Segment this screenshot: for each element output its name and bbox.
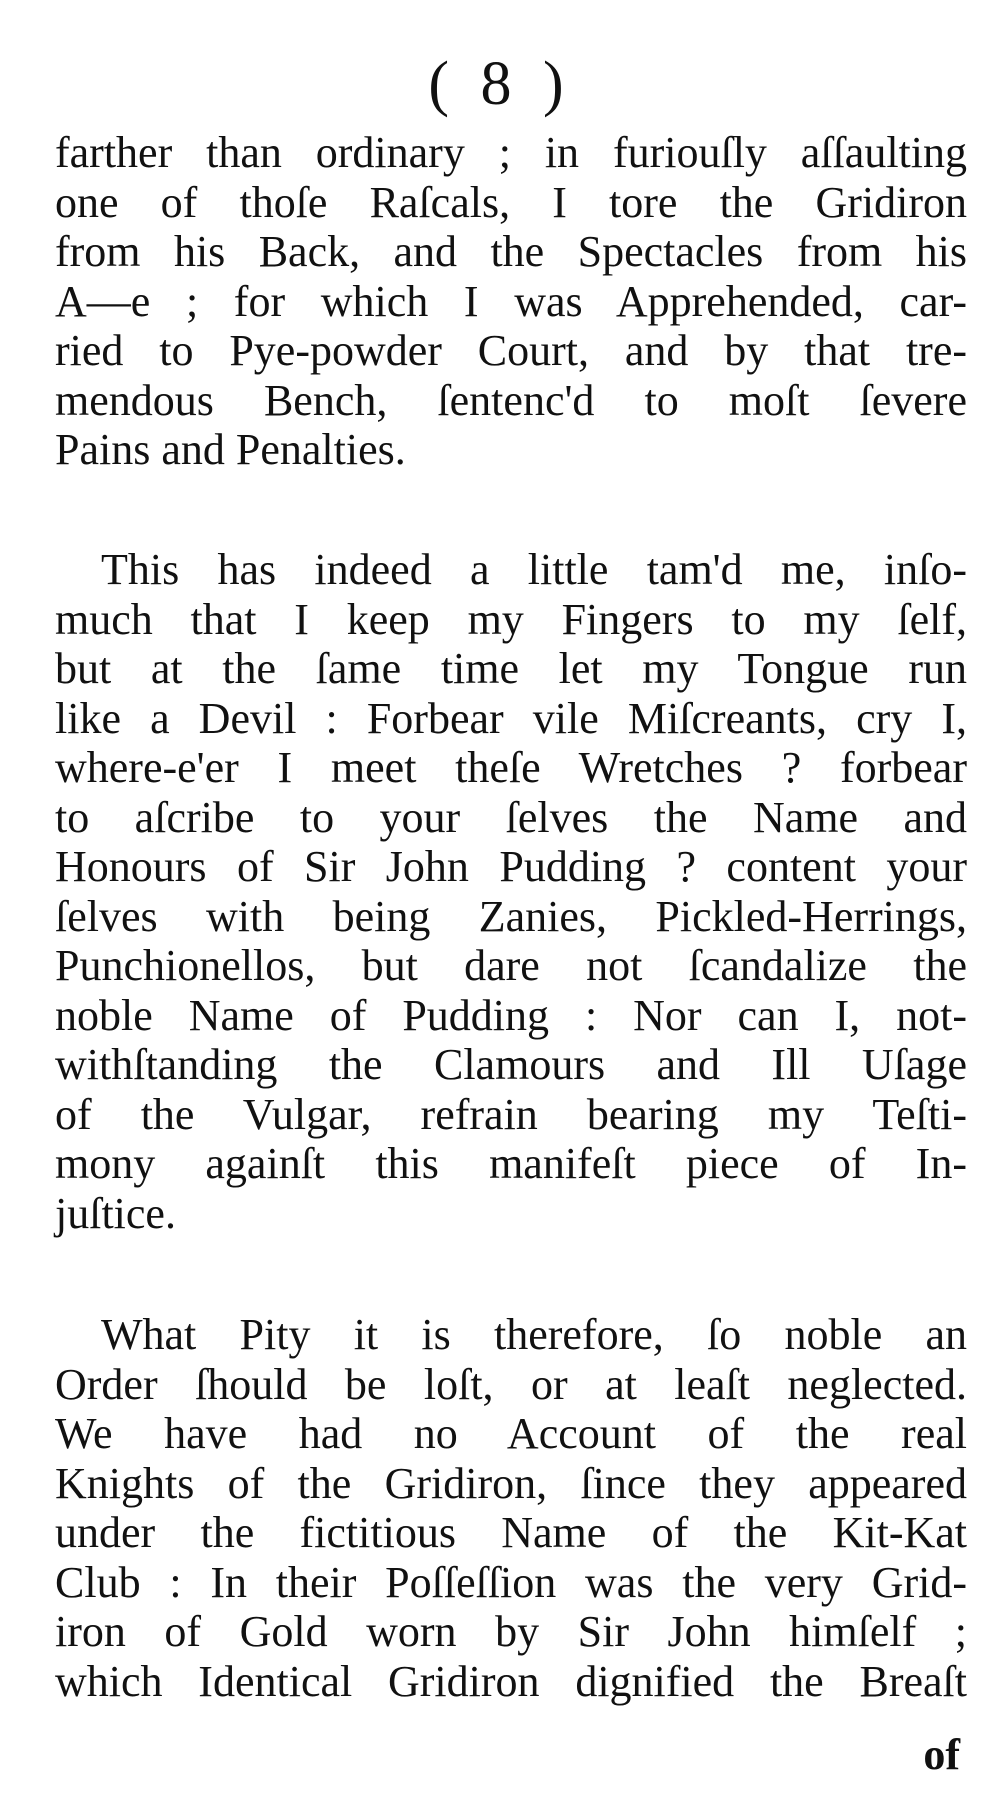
text-line: ried to Pye-powder Court, and by that tre- [55, 326, 967, 375]
text-line: A—e ; for which I was Apprehended, car- [55, 276, 967, 326]
text-line: one of thoſe Raſcals, I tore the Gridiron [55, 177, 967, 227]
text-line: mendous Bench, ſentenc'd to moſt ſevere [55, 375, 967, 425]
text-line: farther than ordinary ; in furiouſly aſſaulting [55, 128, 967, 177]
text-line: mony againſt this manifeſt piece of In- [55, 1139, 967, 1188]
text-line: under the fictitious Name of the Kit-Kat [55, 1508, 967, 1557]
text-line: Order ſhould be loſt, or at leaſt neglected. [55, 1359, 967, 1409]
paragraph-1 [55, 128, 967, 475]
text-line: noble Name of Pudding : Nor can I, not- [55, 990, 967, 1040]
text-line: to aſcribe to your ſelves the Name and [55, 792, 967, 842]
text-line: of the Vulgar, refrain bearing my Teſti- [55, 1089, 967, 1139]
text-line: We have had no Account of the real [55, 1409, 967, 1458]
text-line: juſtice. [55, 1188, 176, 1238]
text-line: iron of Gold worn by Sir John himſelf ; [55, 1607, 967, 1656]
text-line: much that I keep my Fingers to my ſelf, [55, 594, 967, 644]
text-line: like a Devil : Forbear vile Miſcreants, cry I, [55, 693, 967, 743]
catchword: of [923, 1730, 960, 1779]
paragraph-3 [55, 1310, 967, 1706]
text-line: where-e'er I meet theſe Wretches ? forbear [55, 743, 967, 792]
text-line: but at the ſame time let my Tongue run [55, 644, 967, 693]
paragraph-2 [55, 545, 967, 1238]
text-line: Punchionellos, but dare not ſcandalize the [55, 941, 967, 990]
text-line: What Pity it is therefore, ſo noble an [101, 1310, 967, 1359]
text-line: Club : In their Poſſeſſion was the very Grid- [55, 1557, 967, 1607]
text-line: which Identical Gridiron dignified the Breaſt [55, 1656, 967, 1706]
text-line: withſtanding the Clamours and Ill Uſage [55, 1040, 967, 1089]
text-line: Knights of the Gridiron, ſince they appeared [55, 1458, 967, 1508]
text-line: from his Back, and the Spectacles from his [55, 227, 967, 276]
text-line: Pains and Penalties. [55, 425, 406, 474]
page-number: ( 8 ) [428, 50, 572, 118]
text-line: This has indeed a little tam'd me, inſo- [101, 545, 967, 594]
text-line: Honours of Sir John Pudding ? content your [55, 842, 967, 891]
text-line: ſelves with being Zanies, Pickled-Herrings, [55, 891, 967, 941]
